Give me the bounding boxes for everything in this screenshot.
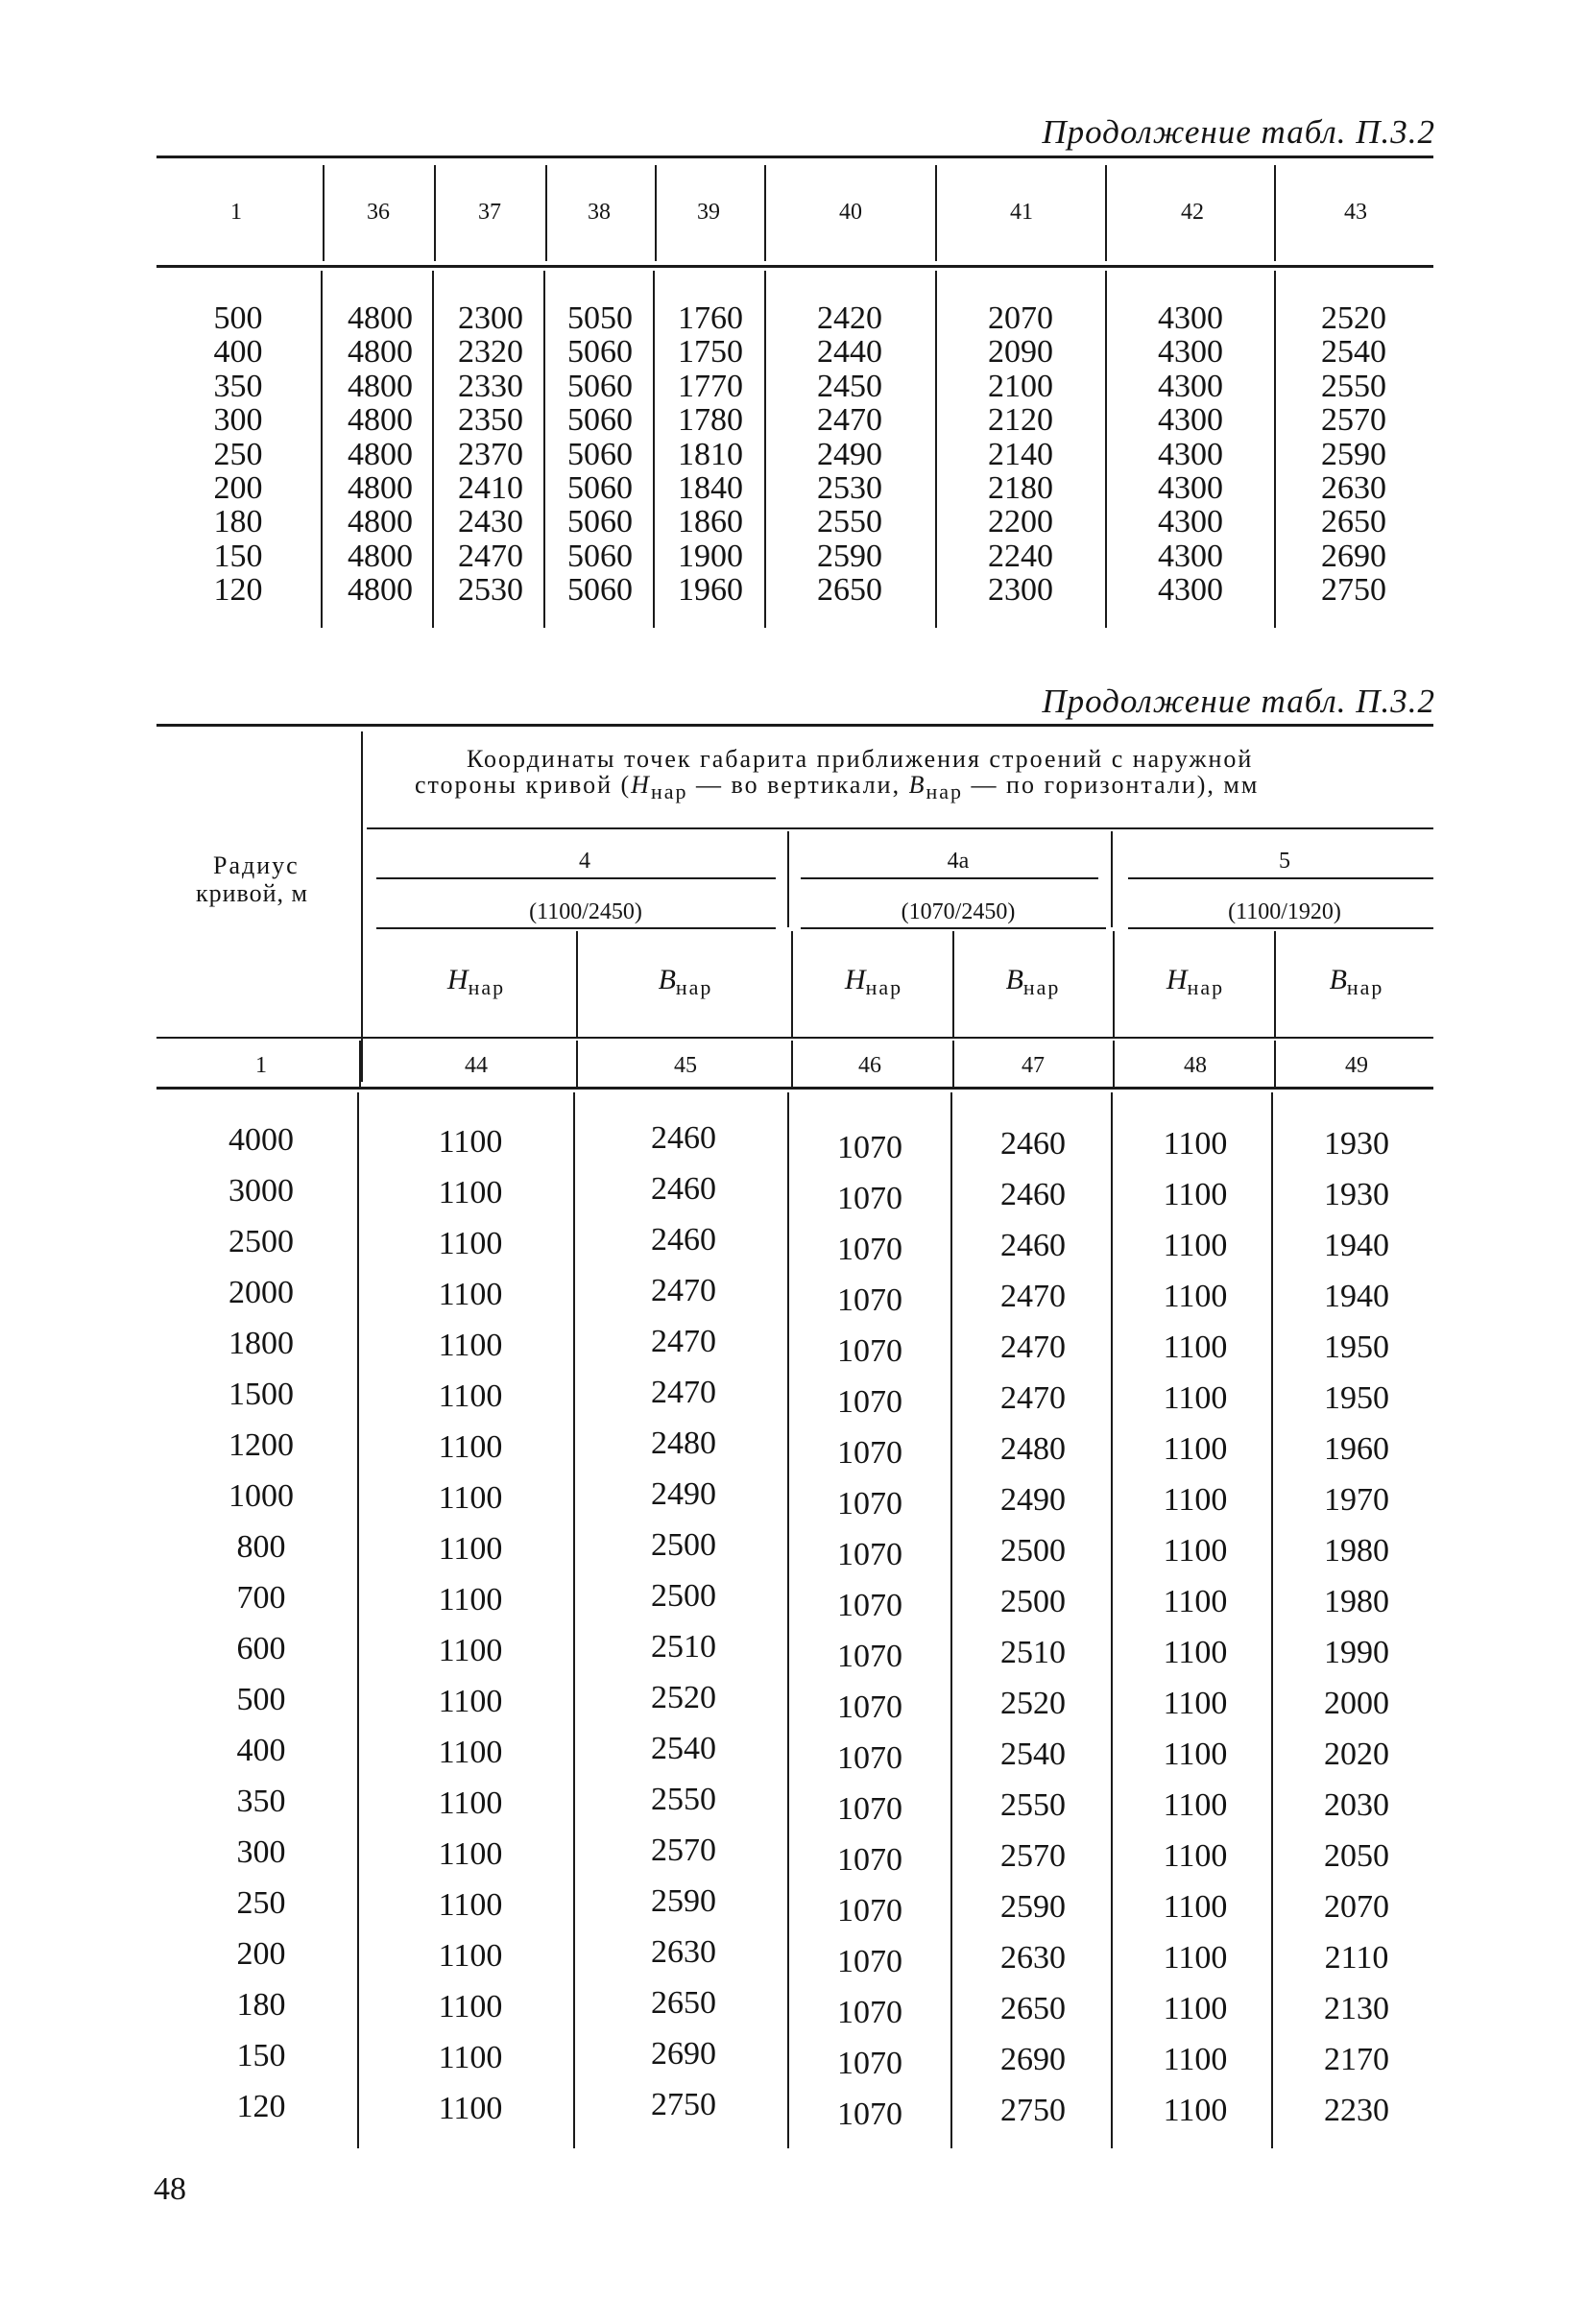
- h-nar-label: $H_{нар}$: [844, 964, 903, 999]
- t1-header: 36: [367, 200, 390, 225]
- table-cell: 1930: [1324, 1126, 1389, 1162]
- table-cell: 1070: [837, 1689, 902, 1725]
- table-cell: 2440: [817, 334, 882, 371]
- table-cell: 1070: [837, 1842, 902, 1878]
- table-cell: 1100: [438, 1124, 503, 1160]
- table-cell: 5060: [567, 402, 633, 439]
- table-cell: 1800: [228, 1326, 294, 1361]
- b-nar-label: $B_{нар}$: [1005, 964, 1061, 999]
- table-cell: 1950: [1324, 1330, 1389, 1365]
- table-cell: 1960: [1324, 1431, 1389, 1467]
- table-cell: 2070: [988, 300, 1053, 336]
- table-cell: 1100: [438, 1633, 503, 1668]
- table-cell: 1070: [837, 1384, 902, 1420]
- table-cell: 2460: [651, 1120, 716, 1156]
- table-cell: 2140: [988, 436, 1053, 472]
- table-cell: 1100: [438, 1582, 503, 1617]
- table-cell: 2070: [1324, 1889, 1389, 1925]
- table-cell: 2490: [1000, 1482, 1066, 1518]
- t1-header: 43: [1344, 200, 1367, 225]
- table-cell: 2470: [1000, 1330, 1066, 1365]
- table-cell: 4300: [1158, 436, 1223, 472]
- table-cell: 1100: [438, 1429, 503, 1465]
- table-cell: 4300: [1158, 334, 1223, 371]
- t2-column: [651, 1113, 716, 2130]
- table-cell: 1070: [837, 1639, 902, 1674]
- table-cell: 1070: [837, 1486, 902, 1521]
- table-cell: 2430: [458, 504, 523, 540]
- table-cell: 3000: [228, 1173, 294, 1209]
- table-cell: 1100: [438, 1226, 503, 1261]
- table-cell: 400: [236, 1733, 286, 1768]
- b-nar-label: $B_{нар}$: [1329, 964, 1384, 999]
- table-cell: 2530: [817, 470, 882, 507]
- table-cell: 4800: [348, 402, 413, 439]
- table-cell: 1100: [1163, 1330, 1228, 1365]
- table-cell: 300: [236, 1834, 286, 1870]
- t2-header: 47: [1022, 1053, 1045, 1078]
- t1-column: [348, 301, 413, 608]
- table-cell: 1960: [678, 572, 743, 609]
- t1-column: [458, 301, 523, 608]
- table-cell: 2020: [1324, 1737, 1389, 1772]
- table-cell: 2420: [817, 300, 882, 336]
- table-cell: 1770: [678, 368, 743, 404]
- table-cell: 1100: [1163, 1279, 1228, 1314]
- table-cell: 2590: [1000, 1889, 1066, 1925]
- table-cell: 400: [213, 334, 263, 371]
- table-cell: 1980: [1324, 1584, 1389, 1619]
- table-cell: 2460: [1000, 1177, 1066, 1212]
- table-cell: 2540: [1321, 334, 1386, 371]
- t1-column: [214, 301, 263, 608]
- table-cell: 2370: [458, 436, 523, 472]
- table-cell: 2350: [458, 402, 523, 439]
- table-cell: 2570: [651, 1833, 716, 1868]
- table-cell: 200: [213, 470, 263, 507]
- table-cell: 180: [236, 1987, 286, 2023]
- table-cell: 2000: [1324, 1686, 1389, 1721]
- table-cell: 2500: [228, 1224, 294, 1259]
- table-cell: 1070: [837, 1232, 902, 1267]
- t2-column: [228, 1114, 294, 2132]
- table-cell: 1200: [228, 1427, 294, 1463]
- table-cell: 2470: [817, 402, 882, 439]
- table-cell: 1750: [678, 334, 743, 371]
- group-dims: (1100/1920): [1228, 899, 1341, 924]
- table-cell: 2110: [1324, 1940, 1389, 1976]
- radius-label: кривой, м: [196, 879, 309, 907]
- table-cell: 200: [236, 1936, 286, 1972]
- table-cell: 4800: [348, 368, 413, 404]
- table-cell: 5060: [567, 504, 633, 540]
- table-cell: 1100: [438, 1328, 503, 1363]
- table-cell: 1990: [1324, 1635, 1389, 1670]
- table-cell: 2630: [651, 1934, 716, 1970]
- table-cell: 4800: [348, 300, 413, 336]
- table-cell: 350: [213, 368, 263, 404]
- table-cell: 5060: [567, 368, 633, 404]
- table-cell: 5060: [567, 470, 633, 507]
- table-cell: 4800: [348, 470, 413, 507]
- t1-header: 37: [478, 200, 501, 225]
- table-cell: 700: [236, 1580, 286, 1616]
- table-cell: 2630: [1321, 470, 1386, 507]
- table-cell: 2590: [1321, 436, 1386, 472]
- table-cell: 2480: [1000, 1431, 1066, 1467]
- table-cell: 2410: [458, 470, 523, 507]
- table-cell: 150: [213, 538, 263, 574]
- group-number: 5: [1279, 849, 1290, 874]
- table-cell: 5060: [567, 538, 633, 574]
- table-cell: 2050: [1324, 1838, 1389, 1874]
- table-cell: 2590: [651, 1883, 716, 1919]
- table-cell: 2490: [651, 1476, 716, 1512]
- table-cell: 1070: [837, 1333, 902, 1369]
- table-cell: 1500: [228, 1377, 294, 1412]
- table-cell: 1100: [1163, 1635, 1228, 1670]
- table-cell: 4300: [1158, 368, 1223, 404]
- table-cell: 2470: [651, 1375, 716, 1410]
- h-nar-label: $H_{нар}$: [446, 964, 506, 999]
- table-cell: 2540: [1000, 1737, 1066, 1772]
- table-cell: 120: [236, 2089, 286, 2124]
- t1-header: 40: [839, 200, 862, 225]
- table-cell: 2690: [1000, 2042, 1066, 2077]
- table-cell: 1100: [438, 1277, 503, 1312]
- table-cell: 2570: [1000, 1838, 1066, 1874]
- table-cell: 2330: [458, 368, 523, 404]
- group-dims: (1070/2450): [901, 899, 1016, 924]
- table-cell: 2470: [1000, 1380, 1066, 1416]
- table-cell: 1970: [1324, 1482, 1389, 1518]
- table-cell: 4300: [1158, 470, 1223, 507]
- table-cell: 1100: [438, 1378, 503, 1414]
- table-cell: 2460: [1000, 1126, 1066, 1162]
- table-cell: 4800: [348, 538, 413, 574]
- group-number: 4: [579, 849, 590, 874]
- table-cell: 2090: [988, 334, 1053, 371]
- t2-column: [1000, 1118, 1066, 2136]
- table-cell: 1780: [678, 402, 743, 439]
- table-cell: 1100: [438, 1989, 503, 2025]
- table-cell: 2750: [1321, 572, 1386, 609]
- table-cell: 1070: [837, 1435, 902, 1471]
- table-cell: 2230: [1324, 2093, 1389, 2128]
- table-cell: 1100: [438, 1785, 503, 1821]
- table-cell: 2120: [988, 402, 1053, 439]
- table-cell: 1100: [1163, 1991, 1228, 2026]
- table-cell: 1100: [438, 1836, 503, 1872]
- table-cell: 350: [236, 1784, 286, 1819]
- t2-header: 48: [1184, 1053, 1207, 1078]
- table-cell: 2550: [1000, 1787, 1066, 1823]
- table-cell: 120: [213, 572, 263, 609]
- table-cell: 1070: [837, 1740, 902, 1776]
- table-cell: 2300: [988, 572, 1053, 609]
- table-cell: 250: [236, 1885, 286, 1921]
- table-cell: 600: [236, 1631, 286, 1666]
- t1-header: 38: [588, 200, 611, 225]
- table-cell: 1940: [1324, 1228, 1389, 1263]
- coords-description-line1: Координаты точек габарита приближения строений с наружной: [467, 745, 1254, 773]
- table-cell: 2630: [1000, 1940, 1066, 1976]
- table-cell: 1100: [1163, 1228, 1228, 1263]
- table-cell: 2180: [988, 470, 1053, 507]
- table-cell: 4800: [348, 572, 413, 609]
- table-cell: 1070: [837, 1995, 902, 2030]
- table-cell: 2470: [651, 1324, 716, 1359]
- table-cell: 2320: [458, 334, 523, 371]
- table-cell: 1100: [1163, 1431, 1228, 1467]
- table-cell: 2750: [1000, 2093, 1066, 2128]
- table-cell: 5050: [567, 300, 633, 336]
- table-cell: 800: [236, 1529, 286, 1565]
- table-cell: 2650: [817, 572, 882, 609]
- table-cell: 1760: [678, 300, 743, 336]
- table-cell: 1810: [678, 436, 743, 472]
- table-cell: 1900: [678, 538, 743, 574]
- t1-column: [988, 301, 1053, 608]
- t2-column: [1164, 1118, 1228, 2136]
- table-cell: 1100: [1163, 1838, 1228, 1874]
- table-cell: 4000: [228, 1122, 294, 1158]
- t1-column: [1321, 301, 1386, 608]
- table-cell: 1070: [837, 1944, 902, 1979]
- table-cell: 1100: [1163, 1177, 1228, 1212]
- table-cell: 300: [213, 402, 263, 439]
- table-cell: 2500: [1000, 1533, 1066, 1569]
- table-cell: 1070: [837, 1537, 902, 1572]
- table-cell: 1070: [837, 1791, 902, 1827]
- b-nar-label: $B_{нар}$: [658, 964, 713, 999]
- table-cell: 1100: [438, 1735, 503, 1770]
- table-cell: 1860: [678, 504, 743, 540]
- table-cell: 2540: [651, 1731, 716, 1766]
- page-number: 48: [154, 2171, 186, 2207]
- table-cell: 1980: [1324, 1533, 1389, 1569]
- table-cell: 2650: [1000, 1991, 1066, 2026]
- table-cell: 1070: [837, 1130, 902, 1165]
- table-cell: 1100: [1163, 2093, 1228, 2128]
- table-cell: 1000: [228, 1478, 294, 1514]
- table-cell: 2750: [651, 2087, 716, 2122]
- t1-column: [1158, 301, 1223, 608]
- table-cell: 2690: [651, 2036, 716, 2072]
- table-cell: 1840: [678, 470, 743, 507]
- table-cell: 4800: [348, 504, 413, 540]
- table-cell: 1100: [438, 1938, 503, 1974]
- table-cell: 4300: [1158, 538, 1223, 574]
- table-cell: 2550: [817, 504, 882, 540]
- table-cell: 2030: [1324, 1787, 1389, 1823]
- group-dims: (1100/2450): [529, 899, 642, 924]
- table-cell: 4300: [1158, 504, 1223, 540]
- table-caption-top: Продолжение табл. П.3.2: [1042, 113, 1435, 151]
- t1-column: [678, 301, 743, 608]
- table-cell: 1950: [1324, 1380, 1389, 1416]
- table-cell: 2470: [458, 538, 523, 574]
- t2-column: [1324, 1118, 1389, 2136]
- table-cell: 2460: [651, 1222, 716, 1258]
- table-cell: 2500: [651, 1578, 716, 1614]
- table-cell: 1070: [837, 1588, 902, 1623]
- t1-column: [567, 301, 633, 608]
- table-cell: 1100: [1163, 1126, 1228, 1162]
- table-cell: 2690: [1321, 538, 1386, 574]
- t2-header: 46: [858, 1053, 881, 1078]
- table-cell: 2000: [228, 1275, 294, 1310]
- table-cell: 1100: [1163, 1737, 1228, 1772]
- table-cell: 500: [236, 1682, 286, 1717]
- table-cell: 250: [213, 436, 263, 472]
- table-cell: 180: [213, 504, 263, 540]
- table-cell: 1100: [1163, 1584, 1228, 1619]
- t2-column: [837, 1122, 902, 2140]
- table-cell: 2520: [1321, 300, 1386, 336]
- table-cell: 1100: [1163, 1686, 1228, 1721]
- table-cell: 2200: [988, 504, 1053, 540]
- table-cell: 2650: [651, 1985, 716, 2021]
- table-cell: 1100: [438, 1175, 503, 1210]
- table-cell: 5060: [567, 334, 633, 371]
- table-cell: 1070: [837, 1893, 902, 1929]
- table-cell: 4300: [1158, 300, 1223, 336]
- table-cell: 1070: [837, 2096, 902, 2132]
- table-cell: 2490: [817, 436, 882, 472]
- table-cell: 2550: [1321, 368, 1386, 404]
- table-cell: 2590: [817, 538, 882, 574]
- radius-label: Радиус: [213, 851, 300, 879]
- table-cell: 2510: [651, 1629, 716, 1665]
- table-cell: 2470: [1000, 1279, 1066, 1314]
- t1-header: 41: [1010, 200, 1033, 225]
- table-cell: 2650: [1321, 504, 1386, 540]
- group-number: 4а: [947, 849, 970, 874]
- table-cell: 1100: [438, 1887, 503, 1923]
- table-cell: 2170: [1324, 2042, 1389, 2077]
- table-cell: 1100: [438, 1480, 503, 1516]
- table-cell: 2530: [458, 572, 523, 609]
- table-cell: 1930: [1324, 1177, 1389, 1212]
- t1-header: 1: [230, 200, 242, 225]
- table-cell: 150: [236, 2038, 286, 2073]
- t2-column: [439, 1116, 503, 2134]
- table-cell: 2520: [1000, 1686, 1066, 1721]
- t2-header: 49: [1345, 1053, 1368, 1078]
- t1-header: 39: [697, 200, 720, 225]
- table-cell: 2460: [651, 1171, 716, 1207]
- table-cell: 2550: [651, 1782, 716, 1817]
- table-cell: 2520: [651, 1680, 716, 1715]
- table-cell: 5060: [567, 436, 633, 472]
- table-cell: 2300: [458, 300, 523, 336]
- table-cell: 2500: [1000, 1584, 1066, 1619]
- table-cell: 500: [213, 300, 263, 336]
- table-cell: 1100: [1163, 1787, 1228, 1823]
- table-caption-bottom: Продолжение табл. П.3.2: [1042, 683, 1435, 720]
- table-cell: 2470: [651, 1273, 716, 1308]
- table-cell: 2460: [1000, 1228, 1066, 1263]
- table-cell: 2480: [651, 1426, 716, 1461]
- table-cell: 2100: [988, 368, 1053, 404]
- table-cell: 4800: [348, 436, 413, 472]
- table-cell: 1100: [1163, 1940, 1228, 1976]
- coords-description-line2: стороны кривой ($H_{нар}$ — во вертикали, $B_{нар}$ — по горизонтали), мм: [415, 771, 1260, 803]
- table-cell: 1100: [1163, 2042, 1228, 2077]
- table-cell: 1100: [1163, 1889, 1228, 1925]
- table-cell: 4300: [1158, 572, 1223, 609]
- table-cell: 1070: [837, 1181, 902, 1216]
- table-cell: 4800: [348, 334, 413, 371]
- table-cell: 5060: [567, 572, 633, 609]
- t1-column: [817, 301, 882, 608]
- table-cell: 2240: [988, 538, 1053, 574]
- table-cell: 2570: [1321, 402, 1386, 439]
- table-cell: 4300: [1158, 402, 1223, 439]
- table-cell: 1100: [438, 2091, 503, 2126]
- t1-header: 42: [1181, 200, 1204, 225]
- table-cell: 1940: [1324, 1279, 1389, 1314]
- table-cell: 2500: [651, 1527, 716, 1563]
- table-cell: 1100: [438, 1684, 503, 1719]
- t2-header: 1: [255, 1053, 267, 1078]
- h-nar-label: $H_{нар}$: [1166, 964, 1225, 999]
- table-cell: 1070: [837, 2046, 902, 2081]
- t2-header: 44: [465, 1053, 488, 1078]
- table-cell: 1070: [837, 1282, 902, 1318]
- table-cell: 1100: [1163, 1482, 1228, 1518]
- table-cell: 1100: [438, 1531, 503, 1567]
- t2-header: 45: [674, 1053, 697, 1078]
- table-cell: 2450: [817, 368, 882, 404]
- table-cell: 2130: [1324, 1991, 1389, 2026]
- table-cell: 1100: [1163, 1533, 1228, 1569]
- table-cell: 1100: [438, 2040, 503, 2075]
- table-cell: 1100: [1163, 1380, 1228, 1416]
- table-cell: 2510: [1000, 1635, 1066, 1670]
